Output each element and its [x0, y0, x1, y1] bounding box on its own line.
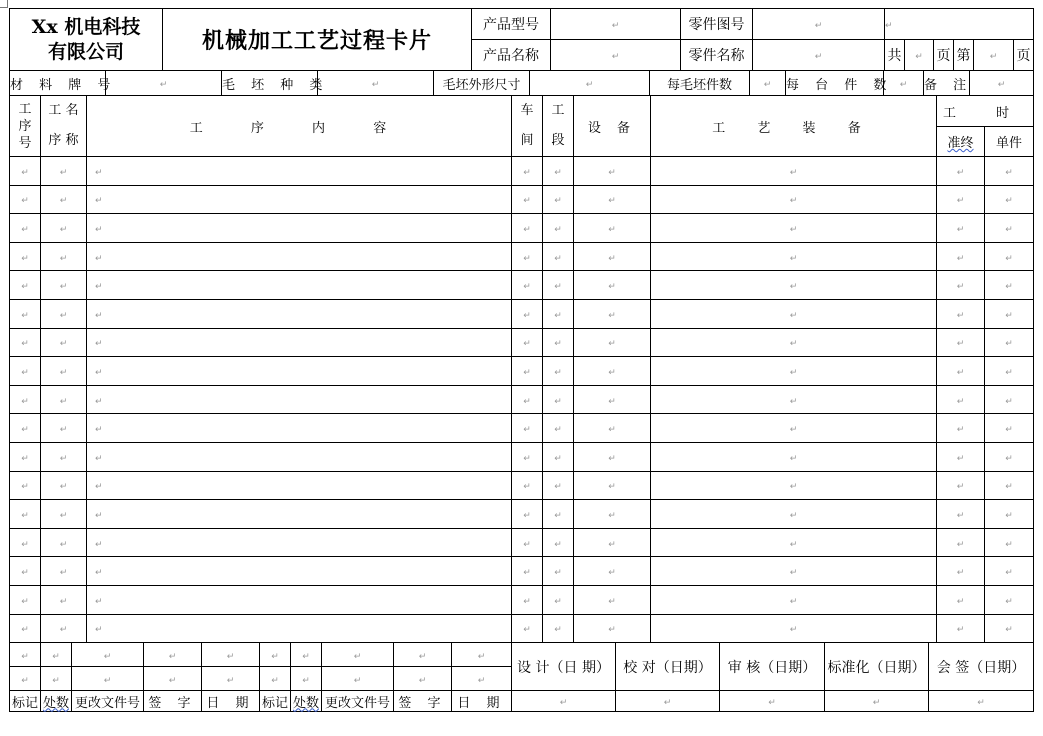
- col-content: 工 序 内 容: [87, 96, 512, 157]
- row-prep-time-cell[interactable]: ↵: [937, 385, 985, 414]
- row-content-cell[interactable]: ↵: [87, 328, 512, 357]
- row-section-cell[interactable]: ↵: [543, 157, 574, 186]
- process-table: [9, 95, 1034, 643]
- row-section-cell[interactable]: ↵: [543, 328, 574, 357]
- row-workshop-cell[interactable]: ↵: [512, 385, 543, 414]
- row-equipment-cell[interactable]: ↵: [574, 357, 651, 386]
- blank-size-value[interactable]: ↵: [530, 71, 650, 96]
- row-content-cell[interactable]: ↵: [87, 557, 512, 586]
- row-tooling-cell[interactable]: ↵: [651, 185, 937, 214]
- row-op-name-cell[interactable]: ↵: [41, 185, 87, 214]
- total-page-unit: 页: [934, 40, 954, 71]
- blank-type-value[interactable]: ↵: [318, 71, 434, 96]
- table-row: [10, 328, 1034, 357]
- change-cell[interactable]: ↵: [322, 667, 394, 691]
- change-cell[interactable]: ↵: [72, 643, 144, 667]
- row-content-cell[interactable]: ↵: [87, 242, 512, 271]
- table-row: [10, 185, 1034, 214]
- row-section-cell[interactable]: ↵: [543, 242, 574, 271]
- row-content-cell[interactable]: ↵: [87, 442, 512, 471]
- standard-value[interactable]: ↵: [825, 691, 929, 712]
- row-content-cell[interactable]: ↵: [87, 414, 512, 443]
- row-seq-no-cell[interactable]: ↵: [10, 357, 41, 386]
- row-prep-time-cell[interactable]: ↵: [937, 442, 985, 471]
- count-label: 处数: [291, 691, 322, 712]
- footer-table: [9, 642, 1034, 712]
- table-row: [10, 585, 1034, 614]
- row-seq-no-cell[interactable]: ↵: [10, 585, 41, 614]
- row-content-cell[interactable]: ↵: [87, 585, 512, 614]
- change-cell[interactable]: ↵: [10, 643, 41, 667]
- page-corner-mark: [0, 0, 8, 8]
- row-op-name-cell[interactable]: ↵: [41, 328, 87, 357]
- date-label: 日 期: [202, 691, 260, 712]
- row-op-name-cell[interactable]: ↵: [41, 500, 87, 529]
- row-seq-no-cell[interactable]: ↵: [10, 157, 41, 186]
- table-row: [10, 471, 1034, 500]
- row-prep-time-cell[interactable]: ↵: [937, 242, 985, 271]
- change-cell[interactable]: ↵: [452, 667, 512, 691]
- row-op-name-cell[interactable]: ↵: [41, 385, 87, 414]
- row-section-cell[interactable]: ↵: [543, 471, 574, 500]
- row-unit-time-cell[interactable]: ↵: [985, 528, 1034, 557]
- row-tooling-cell[interactable]: ↵: [651, 328, 937, 357]
- table-row: [10, 299, 1034, 328]
- row-op-name-cell[interactable]: ↵: [41, 242, 87, 271]
- row-op-name-cell[interactable]: ↵: [41, 299, 87, 328]
- row-content-cell[interactable]: ↵: [87, 299, 512, 328]
- row-prep-time-cell[interactable]: ↵: [937, 585, 985, 614]
- row-workshop-cell[interactable]: ↵: [512, 500, 543, 529]
- row-section-cell[interactable]: ↵: [543, 557, 574, 586]
- row-content-cell[interactable]: ↵: [87, 614, 512, 643]
- countersign-value[interactable]: ↵: [929, 691, 1034, 712]
- per-blank-label: 每毛坯件数: [650, 71, 750, 96]
- row-unit-time-cell[interactable]: ↵: [985, 271, 1034, 300]
- row-unit-time-cell[interactable]: ↵: [985, 414, 1034, 443]
- row-prep-time-cell[interactable]: ↵: [937, 328, 985, 357]
- row-section-cell[interactable]: ↵: [543, 528, 574, 557]
- nth-page-value[interactable]: ↵: [974, 40, 1014, 71]
- row-unit-time-cell[interactable]: ↵: [985, 185, 1034, 214]
- change-cell[interactable]: ↵: [322, 643, 394, 667]
- col-tooling: 工 艺 装 备: [651, 96, 937, 157]
- row-op-name-cell[interactable]: ↵: [41, 614, 87, 643]
- col-hours: 工 时: [937, 96, 1034, 127]
- per-blank-value[interactable]: ↵: [750, 71, 786, 96]
- product-model-value[interactable]: ↵: [551, 9, 681, 40]
- change-cell[interactable]: ↵: [144, 667, 202, 691]
- row-workshop-cell[interactable]: ↵: [512, 271, 543, 300]
- review-value[interactable]: ↵: [720, 691, 825, 712]
- process-card: [9, 8, 1033, 729]
- product-name-value[interactable]: ↵: [551, 40, 681, 71]
- row-prep-time-cell[interactable]: ↵: [937, 157, 985, 186]
- col-unit-time: 单件: [985, 127, 1034, 157]
- row-unit-time-cell[interactable]: ↵: [985, 385, 1034, 414]
- remark-value[interactable]: ↵: [970, 71, 1034, 96]
- row-tooling-cell[interactable]: ↵: [651, 271, 937, 300]
- table-row: [10, 214, 1034, 243]
- row-unit-time-cell[interactable]: ↵: [985, 214, 1034, 243]
- table-row: [10, 157, 1034, 186]
- row-equipment-cell[interactable]: ↵: [574, 271, 651, 300]
- row-workshop-cell[interactable]: ↵: [512, 157, 543, 186]
- row-tooling-cell[interactable]: ↵: [651, 242, 937, 271]
- row-section-cell[interactable]: ↵: [543, 500, 574, 529]
- row-unit-time-cell[interactable]: ↵: [985, 557, 1034, 586]
- row-workshop-cell[interactable]: ↵: [512, 185, 543, 214]
- material-label: 材 料 牌 号: [10, 71, 106, 96]
- col-prep-time: 准终: [937, 127, 985, 157]
- per-unit-label: 每 台 件 数: [786, 71, 884, 96]
- row-workshop-cell[interactable]: ↵: [512, 585, 543, 614]
- row-unit-time-cell[interactable]: ↵: [985, 157, 1034, 186]
- row-equipment-cell[interactable]: ↵: [574, 414, 651, 443]
- check-label: 校 对（日期）: [616, 643, 720, 691]
- remark-label: 备 注: [924, 71, 970, 96]
- row-op-name-cell[interactable]: ↵: [41, 471, 87, 500]
- standard-label: 标准化（日期）: [825, 643, 929, 691]
- mark-label: 标记: [10, 691, 41, 712]
- row-workshop-cell[interactable]: ↵: [512, 357, 543, 386]
- row-section-cell[interactable]: ↵: [543, 442, 574, 471]
- table-row: [10, 385, 1034, 414]
- process-rows: [10, 157, 1034, 643]
- row-seq-no-cell[interactable]: ↵: [10, 528, 41, 557]
- row-tooling-cell[interactable]: ↵: [651, 357, 937, 386]
- row-content-cell[interactable]: ↵: [87, 500, 512, 529]
- row-equipment-cell[interactable]: ↵: [574, 242, 651, 271]
- row-prep-time-cell[interactable]: ↵: [937, 414, 985, 443]
- row-equipment-cell[interactable]: ↵: [574, 385, 651, 414]
- table-row: [10, 528, 1034, 557]
- design-label: 设 计（日 期）: [512, 643, 616, 691]
- change-cell[interactable]: ↵: [41, 667, 72, 691]
- row-content-cell[interactable]: ↵: [87, 528, 512, 557]
- row-op-name-cell[interactable]: ↵: [41, 357, 87, 386]
- row-seq-no-cell[interactable]: ↵: [10, 299, 41, 328]
- change-cell[interactable]: ↵: [291, 643, 322, 667]
- blank-size-label: 毛坯外形尺寸: [434, 71, 530, 96]
- row-section-cell[interactable]: ↵: [543, 385, 574, 414]
- row-unit-time-cell[interactable]: ↵: [985, 500, 1034, 529]
- row-prep-time-cell[interactable]: ↵: [937, 557, 985, 586]
- row-tooling-cell[interactable]: ↵: [651, 585, 937, 614]
- row-seq-no-cell[interactable]: ↵: [10, 442, 41, 471]
- row-seq-no-cell[interactable]: ↵: [10, 185, 41, 214]
- header-extra-value[interactable]: ↵: [885, 9, 1034, 40]
- row-section-cell[interactable]: ↵: [543, 357, 574, 386]
- row-tooling-cell[interactable]: ↵: [651, 414, 937, 443]
- change-cell[interactable]: ↵: [260, 643, 291, 667]
- row-tooling-cell[interactable]: ↵: [651, 471, 937, 500]
- row-section-cell[interactable]: ↵: [543, 214, 574, 243]
- row-op-name-cell[interactable]: ↵: [41, 442, 87, 471]
- change-cell[interactable]: ↵: [202, 643, 260, 667]
- row-prep-time-cell[interactable]: ↵: [937, 214, 985, 243]
- total-pages-value[interactable]: ↵: [905, 40, 934, 71]
- row-equipment-cell[interactable]: ↵: [574, 442, 651, 471]
- row-equipment-cell[interactable]: ↵: [574, 299, 651, 328]
- row-seq-no-cell[interactable]: ↵: [10, 214, 41, 243]
- row-seq-no-cell[interactable]: ↵: [10, 500, 41, 529]
- row-seq-no-cell[interactable]: ↵: [10, 271, 41, 300]
- col-op-name: 工 名 序 称: [41, 96, 87, 157]
- row-section-cell[interactable]: ↵: [543, 614, 574, 643]
- col-section: 工 段: [543, 96, 574, 157]
- product-model-label: 产品型号: [472, 9, 551, 40]
- row-op-name-cell[interactable]: ↵: [41, 414, 87, 443]
- change-cell[interactable]: ↵: [202, 667, 260, 691]
- part-name-value[interactable]: ↵: [753, 40, 885, 71]
- row-workshop-cell[interactable]: ↵: [512, 328, 543, 357]
- row-content-cell[interactable]: ↵: [87, 157, 512, 186]
- row-seq-no-cell[interactable]: ↵: [10, 242, 41, 271]
- table-row: [10, 271, 1034, 300]
- row-prep-time-cell[interactable]: ↵: [937, 528, 985, 557]
- row-section-cell[interactable]: ↵: [543, 414, 574, 443]
- row-equipment-cell[interactable]: ↵: [574, 157, 651, 186]
- material-value[interactable]: ↵: [106, 71, 222, 96]
- card-title: 机械加工工艺过程卡片: [163, 9, 472, 71]
- change-cell[interactable]: ↵: [394, 643, 452, 667]
- row-tooling-cell[interactable]: ↵: [651, 214, 937, 243]
- col-seq-no: 工 序 号: [10, 96, 41, 157]
- row-tooling-cell[interactable]: ↵: [651, 442, 937, 471]
- row-prep-time-cell[interactable]: ↵: [937, 299, 985, 328]
- change-cell[interactable]: ↵: [41, 643, 72, 667]
- row-seq-no-cell[interactable]: ↵: [10, 471, 41, 500]
- part-name-label: 零件名称: [681, 40, 753, 71]
- row-workshop-cell[interactable]: ↵: [512, 442, 543, 471]
- col-equipment: 设 备: [574, 96, 651, 157]
- change-cell[interactable]: ↵: [144, 643, 202, 667]
- row-tooling-cell[interactable]: ↵: [651, 500, 937, 529]
- count-label: 处数: [41, 691, 72, 712]
- row-op-name-cell[interactable]: ↵: [41, 528, 87, 557]
- row-equipment-cell[interactable]: ↵: [574, 214, 651, 243]
- change-cell[interactable]: ↵: [10, 667, 41, 691]
- header-table: [9, 8, 1034, 71]
- row-equipment-cell[interactable]: ↵: [574, 500, 651, 529]
- nth-label: 第: [954, 40, 974, 71]
- per-unit-value[interactable]: ↵: [884, 71, 924, 96]
- part-drawing-no-label: 零件图号: [681, 9, 753, 40]
- row-workshop-cell[interactable]: ↵: [512, 557, 543, 586]
- table-row: [10, 500, 1034, 529]
- row-equipment-cell[interactable]: ↵: [574, 614, 651, 643]
- row-prep-time-cell[interactable]: ↵: [937, 471, 985, 500]
- table-row: [10, 357, 1034, 386]
- row-unit-time-cell[interactable]: ↵: [985, 614, 1034, 643]
- row-seq-no-cell[interactable]: ↵: [10, 385, 41, 414]
- check-value[interactable]: ↵: [616, 691, 720, 712]
- row-unit-time-cell[interactable]: ↵: [985, 471, 1034, 500]
- company-name: Xx 机电科技 有限公司: [10, 9, 163, 71]
- total-label: 共: [885, 40, 905, 71]
- row-workshop-cell[interactable]: ↵: [512, 214, 543, 243]
- row-tooling-cell[interactable]: ↵: [651, 557, 937, 586]
- row-equipment-cell[interactable]: ↵: [574, 557, 651, 586]
- row-seq-no-cell[interactable]: ↵: [10, 614, 41, 643]
- row-unit-time-cell[interactable]: ↵: [985, 328, 1034, 357]
- row-equipment-cell[interactable]: ↵: [574, 328, 651, 357]
- row-tooling-cell[interactable]: ↵: [651, 614, 937, 643]
- row-tooling-cell[interactable]: ↵: [651, 299, 937, 328]
- row-section-cell[interactable]: ↵: [543, 185, 574, 214]
- change-doc-label: 更改文件号: [72, 691, 144, 712]
- blank-type-label: 毛 坯 种 类: [222, 71, 318, 96]
- design-value[interactable]: ↵: [512, 691, 616, 712]
- sign-label: 签 字: [394, 691, 452, 712]
- table-row: [10, 557, 1034, 586]
- table-row: [10, 242, 1034, 271]
- row-tooling-cell[interactable]: ↵: [651, 157, 937, 186]
- change-cell[interactable]: ↵: [394, 667, 452, 691]
- table-row: [10, 614, 1034, 643]
- row-unit-time-cell[interactable]: ↵: [985, 242, 1034, 271]
- row-prep-time-cell[interactable]: ↵: [937, 357, 985, 386]
- row-unit-time-cell[interactable]: ↵: [985, 585, 1034, 614]
- review-label: 审 核（日期）: [720, 643, 825, 691]
- change-cell[interactable]: ↵: [291, 667, 322, 691]
- change-cell[interactable]: ↵: [72, 667, 144, 691]
- date-label: 日 期: [452, 691, 512, 712]
- row-section-cell[interactable]: ↵: [543, 299, 574, 328]
- row-workshop-cell[interactable]: ↵: [512, 614, 543, 643]
- row-op-name-cell[interactable]: ↵: [41, 585, 87, 614]
- row-equipment-cell[interactable]: ↵: [574, 585, 651, 614]
- row-content-cell[interactable]: ↵: [87, 214, 512, 243]
- row-content-cell[interactable]: ↵: [87, 357, 512, 386]
- change-doc-label: 更改文件号: [322, 691, 394, 712]
- table-row: [10, 442, 1034, 471]
- row-prep-time-cell[interactable]: ↵: [937, 185, 985, 214]
- change-cell[interactable]: ↵: [260, 667, 291, 691]
- table-row: [10, 414, 1034, 443]
- mark-label: 标记: [260, 691, 291, 712]
- info-table: [9, 70, 1034, 96]
- nth-page-unit: 页: [1014, 40, 1034, 71]
- row-tooling-cell[interactable]: ↵: [651, 385, 937, 414]
- row-workshop-cell[interactable]: ↵: [512, 414, 543, 443]
- row-op-name-cell[interactable]: ↵: [41, 557, 87, 586]
- row-equipment-cell[interactable]: ↵: [574, 185, 651, 214]
- row-content-cell[interactable]: ↵: [87, 471, 512, 500]
- row-tooling-cell[interactable]: ↵: [651, 528, 937, 557]
- part-drawing-no-value[interactable]: ↵: [753, 9, 885, 40]
- product-name-label: 产品名称: [472, 40, 551, 71]
- row-seq-no-cell[interactable]: ↵: [10, 414, 41, 443]
- row-content-cell[interactable]: ↵: [87, 185, 512, 214]
- row-prep-time-cell[interactable]: ↵: [937, 614, 985, 643]
- row-seq-no-cell[interactable]: ↵: [10, 328, 41, 357]
- row-prep-time-cell[interactable]: ↵: [937, 271, 985, 300]
- row-op-name-cell[interactable]: ↵: [41, 157, 87, 186]
- row-workshop-cell[interactable]: ↵: [512, 242, 543, 271]
- row-workshop-cell[interactable]: ↵: [512, 299, 543, 328]
- row-workshop-cell[interactable]: ↵: [512, 528, 543, 557]
- row-section-cell[interactable]: ↵: [543, 271, 574, 300]
- row-prep-time-cell[interactable]: ↵: [937, 500, 985, 529]
- change-cell[interactable]: ↵: [452, 643, 512, 667]
- countersign-label: 会 签（日期）: [929, 643, 1034, 691]
- row-equipment-cell[interactable]: ↵: [574, 528, 651, 557]
- sign-label: 签 字: [144, 691, 202, 712]
- row-equipment-cell[interactable]: ↵: [574, 471, 651, 500]
- col-workshop: 车 间: [512, 96, 543, 157]
- row-op-name-cell[interactable]: ↵: [41, 271, 87, 300]
- row-workshop-cell[interactable]: ↵: [512, 471, 543, 500]
- row-unit-time-cell[interactable]: ↵: [985, 357, 1034, 386]
- row-op-name-cell[interactable]: ↵: [41, 214, 87, 243]
- row-content-cell[interactable]: ↵: [87, 385, 512, 414]
- row-section-cell[interactable]: ↵: [543, 585, 574, 614]
- row-seq-no-cell[interactable]: ↵: [10, 557, 41, 586]
- row-content-cell[interactable]: ↵: [87, 271, 512, 300]
- row-unit-time-cell[interactable]: ↵: [985, 299, 1034, 328]
- row-unit-time-cell[interactable]: ↵: [985, 442, 1034, 471]
